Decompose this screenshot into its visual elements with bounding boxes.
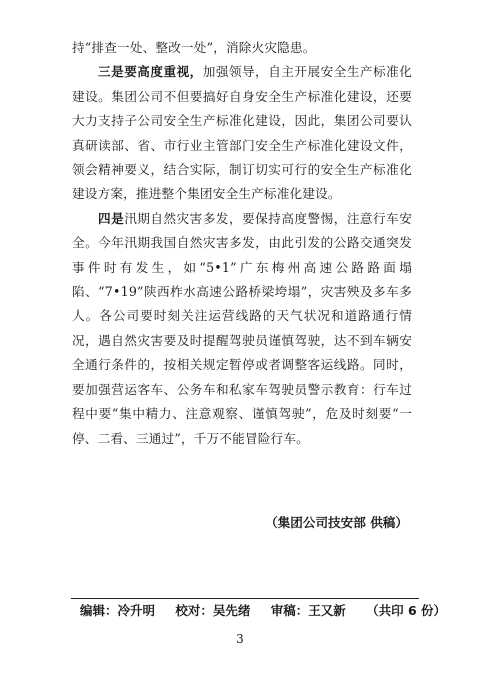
proofreader-label: 校对：吴先绪 (175, 603, 251, 618)
footer-editorial-info (80, 601, 446, 619)
footer-divider (71, 598, 419, 599)
source-credit: （集团公司技安部 供稿） (265, 515, 408, 530)
paragraph-2-text: 加强领导，自主开展安全生产标准化建设。集团公司不但要搞好自身安全生产标准化建设，还要大力支持子公司安全生产标准化建设，因此，集团公司要认真研读部、省、市行业主管部门安全生产标准化建设文件，领会精神要义，结合实际，制订切实可行的安全生产标准化建设方案，推进整个集团安全生产标准化建设。 (72, 64, 412, 202)
paragraph-1 (72, 36, 412, 60)
article-body (72, 36, 412, 451)
reviewer-label: 审稿：王又新 (270, 603, 346, 618)
paragraph-2 (72, 60, 412, 206)
page-number: 3 (236, 632, 244, 646)
editor-label: 编辑：冷升明 (80, 603, 156, 618)
paragraph-3 (72, 207, 412, 451)
paragraph-1-text: 持“排查一处、整改一处”，消除火灾隐患。 (72, 40, 316, 55)
paragraph-3-lead: 四是 (98, 210, 125, 226)
print-copies-label: （共印 6 份） (366, 603, 447, 618)
paragraph-3-text: 汛期自然灾害多发，要保持高度警惕，注意行车安全。今年汛期我国自然灾害多发，由此引发的公路交通突发事件时有发生，如“5•1”广东梅州高速公路路面塌陷、“7•19”陕西柞水高速公路桥梁垮塌”，灾害殃及多车多人。各公司要时刻关注运营线路的天气状况和道路通行情况，遇自然灾害要及时提醒驾驶员谨慎驾驶，达不到车辆安全通行条件的，按相关规定暂停或者调整客运线路。同时，要加强营运客车、公务车和私家车驾驶员警示教育：行车过程中要“集中精力、注意观察、谨慎驾驶”，危及时刻要“一停、二看、三通过”，千万不能冒险行车。 (72, 210, 412, 446)
paragraph-2-lead: 三是要高度重视， (98, 64, 203, 80)
